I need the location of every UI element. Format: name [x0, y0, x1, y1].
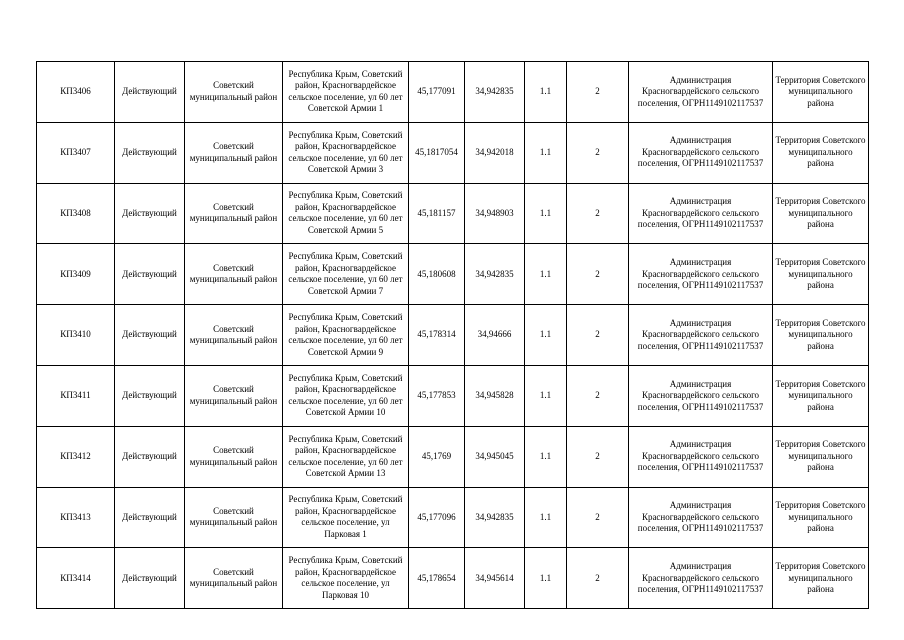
site-longitude: 34,942018	[465, 122, 525, 183]
table-row	[37, 122, 869, 183]
site-longitude: 34,948903	[465, 183, 525, 244]
table-row	[37, 426, 869, 487]
site-area: 1.1	[525, 365, 567, 426]
site-district: Советский муниципальный район	[185, 487, 283, 548]
site-address: Республика Крым, Советский район, Красногвардейское сельское поселение, ул 60 лет Советской Армии 9	[283, 305, 409, 366]
site-latitude: 45,178654	[409, 548, 465, 609]
service-territory: Территория Советского муниципального района	[773, 62, 869, 123]
site-address: Республика Крым, Советский район, Красногвардейское сельское поселение, ул 60 лет Советской Армии 10	[283, 365, 409, 426]
site-code: КП3406	[37, 62, 115, 123]
container-count: 2	[567, 122, 629, 183]
site-district: Советский муниципальный район	[185, 548, 283, 609]
container-count: 2	[567, 365, 629, 426]
site-owner: Администрация Красногвардейского сельского поселения, ОГРН1149102117537	[629, 548, 773, 609]
site-address: Республика Крым, Советский район, Красногвардейское сельское поселение, ул 60 лет Советской Армии 5	[283, 183, 409, 244]
table-row	[37, 548, 869, 609]
table-row	[37, 183, 869, 244]
site-owner: Администрация Красногвардейского сельского поселения, ОГРН1149102117537	[629, 62, 773, 123]
container-count: 2	[567, 62, 629, 123]
container-count: 2	[567, 487, 629, 548]
site-latitude: 45,1769	[409, 426, 465, 487]
service-territory: Территория Советского муниципального района	[773, 305, 869, 366]
site-status: Действующий	[115, 426, 185, 487]
site-area: 1.1	[525, 426, 567, 487]
service-territory: Территория Советского муниципального района	[773, 426, 869, 487]
site-status: Действующий	[115, 62, 185, 123]
site-address: Республика Крым, Советский район, Красногвардейское сельское поселение, ул 60 лет Советской Армии 3	[283, 122, 409, 183]
site-longitude: 34,945828	[465, 365, 525, 426]
table-row	[37, 244, 869, 305]
service-territory: Территория Советского муниципального района	[773, 365, 869, 426]
site-code: КП3413	[37, 487, 115, 548]
site-code: КП3414	[37, 548, 115, 609]
site-longitude: 34,942835	[465, 62, 525, 123]
site-address: Республика Крым, Советский район, Красногвардейское сельское поселение, ул Парковая 1	[283, 487, 409, 548]
container-count: 2	[567, 426, 629, 487]
site-district: Советский муниципальный район	[185, 62, 283, 123]
site-code: КП3410	[37, 305, 115, 366]
site-status: Действующий	[115, 244, 185, 305]
table-row	[37, 62, 869, 123]
service-territory: Территория Советского муниципального района	[773, 122, 869, 183]
site-code: КП3408	[37, 183, 115, 244]
site-longitude: 34,942835	[465, 244, 525, 305]
site-code: КП3409	[37, 244, 115, 305]
site-area: 1.1	[525, 548, 567, 609]
site-area: 1.1	[525, 122, 567, 183]
site-longitude: 34,945045	[465, 426, 525, 487]
site-owner: Администрация Красногвардейского сельского поселения, ОГРН1149102117537	[629, 122, 773, 183]
site-latitude: 45,177091	[409, 62, 465, 123]
registry-table	[36, 61, 869, 609]
site-district: Советский муниципальный район	[185, 365, 283, 426]
site-address: Республика Крым, Советский район, Красногвардейское сельское поселение, ул 60 лет Советской Армии 13	[283, 426, 409, 487]
site-status: Действующий	[115, 365, 185, 426]
site-area: 1.1	[525, 62, 567, 123]
service-territory: Территория Советского муниципального района	[773, 244, 869, 305]
site-area: 1.1	[525, 487, 567, 548]
site-longitude: 34,945614	[465, 548, 525, 609]
site-district: Советский муниципальный район	[185, 244, 283, 305]
site-address: Республика Крым, Советский район, Красногвардейское сельское поселение, ул 60 лет Советской Армии 7	[283, 244, 409, 305]
container-count: 2	[567, 183, 629, 244]
site-latitude: 45,178314	[409, 305, 465, 366]
site-address: Республика Крым, Советский район, Красногвардейское сельское поселение, ул Парковая 10	[283, 548, 409, 609]
site-district: Советский муниципальный район	[185, 426, 283, 487]
site-area: 1.1	[525, 183, 567, 244]
table-row	[37, 365, 869, 426]
site-latitude: 45,181157	[409, 183, 465, 244]
service-territory: Территория Советского муниципального района	[773, 183, 869, 244]
site-status: Действующий	[115, 548, 185, 609]
site-longitude: 34,94666	[465, 305, 525, 366]
service-territory: Территория Советского муниципального района	[773, 487, 869, 548]
site-district: Советский муниципальный район	[185, 122, 283, 183]
site-latitude: 45,177096	[409, 487, 465, 548]
service-territory: Территория Советского муниципального района	[773, 548, 869, 609]
site-status: Действующий	[115, 183, 185, 244]
site-longitude: 34,942835	[465, 487, 525, 548]
site-code: КП3412	[37, 426, 115, 487]
container-count: 2	[567, 548, 629, 609]
site-code: КП3407	[37, 122, 115, 183]
site-latitude: 45,180608	[409, 244, 465, 305]
site-status: Действующий	[115, 305, 185, 366]
site-owner: Администрация Красногвардейского сельского поселения, ОГРН1149102117537	[629, 244, 773, 305]
site-owner: Администрация Красногвардейского сельского поселения, ОГРН1149102117537	[629, 305, 773, 366]
site-area: 1.1	[525, 305, 567, 366]
site-latitude: 45,1817054	[409, 122, 465, 183]
site-district: Советский муниципальный район	[185, 305, 283, 366]
table-row	[37, 487, 869, 548]
site-status: Действующий	[115, 487, 185, 548]
site-status: Действующий	[115, 122, 185, 183]
container-count: 2	[567, 305, 629, 366]
site-owner: Администрация Красногвардейского сельского поселения, ОГРН1149102117537	[629, 365, 773, 426]
site-latitude: 45,177853	[409, 365, 465, 426]
site-owner: Администрация Красногвардейского сельского поселения, ОГРН1149102117537	[629, 487, 773, 548]
site-district: Советский муниципальный район	[185, 183, 283, 244]
site-code: КП3411	[37, 365, 115, 426]
container-count: 2	[567, 244, 629, 305]
table-row	[37, 305, 869, 366]
site-area: 1.1	[525, 244, 567, 305]
site-owner: Администрация Красногвардейского сельского поселения, ОГРН1149102117537	[629, 183, 773, 244]
site-address: Республика Крым, Советский район, Красногвардейское сельское поселение, ул 60 лет Советской Армии 1	[283, 62, 409, 123]
site-owner: Администрация Красногвардейского сельского поселения, ОГРН1149102117537	[629, 426, 773, 487]
